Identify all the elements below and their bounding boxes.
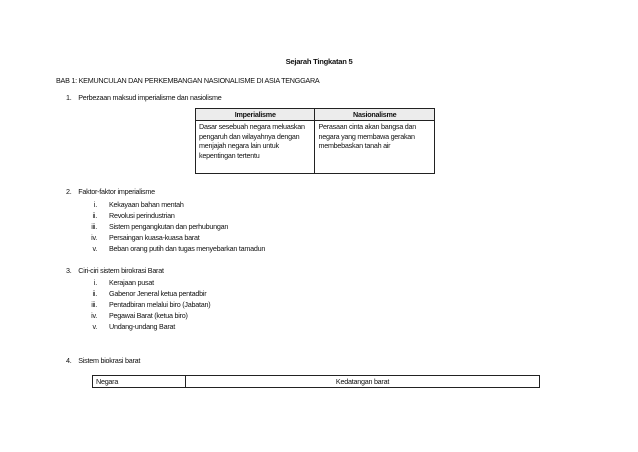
- list-marker: v.: [92, 322, 97, 331]
- section-number: 1.: [66, 93, 72, 102]
- imperialism-nationalism-table: [195, 108, 435, 174]
- list-marker: iv.: [91, 311, 97, 320]
- table-cell: Dasar sesebuah negara meluaskan pengaruh dan wilayahnya dengan menjajah negara lain untuk kepentingan tertentu: [196, 121, 315, 174]
- section-number: 4.: [66, 356, 72, 365]
- section-number: 2.: [66, 187, 72, 196]
- list-marker: ii.: [92, 289, 97, 298]
- section-number: 3.: [66, 266, 72, 275]
- list-marker: i.: [93, 200, 97, 209]
- page-title: Sejarah Tingkatan 5: [285, 57, 353, 66]
- table-header: Negara: [93, 376, 186, 388]
- section-3-heading: [66, 266, 164, 275]
- section-title: Ciri-ciri sistem birokrasi Barat: [78, 266, 164, 275]
- bureaucracy-table: [92, 375, 540, 388]
- section-title: Sistem biokrasi barat: [78, 356, 141, 365]
- section-title: Faktor-faktor imperialisme: [78, 187, 155, 196]
- list-item: Persaingan kuasa-kuasa barat: [109, 233, 200, 242]
- list-marker: v.: [92, 244, 97, 253]
- bureaucracy-features-list: [0, 278, 638, 338]
- list-item: Gabenor Jeneral ketua pentadbir: [109, 289, 207, 298]
- list-item: Pentadbiran melalui biro (Jabatan): [109, 300, 211, 309]
- list-item: Sistem pengangkutan dan perhubungan: [109, 222, 229, 231]
- list-item: Kerajaan pusat: [109, 278, 154, 287]
- list-item: Beban orang putih dan tugas menyebarkan tamadun: [109, 244, 266, 253]
- table-header: Nasionalisme: [315, 109, 435, 121]
- chapter-heading: BAB 1: KEMUNCULAN DAN PERKEMBANGAN NASIONALISME DI ASIA TENGGARA: [56, 76, 320, 85]
- table-header-row: [196, 109, 435, 121]
- table-header: Kedatangan barat: [186, 376, 540, 388]
- section-1-heading: [66, 93, 221, 102]
- imperialism-factors-list: [0, 200, 638, 260]
- list-marker: iv.: [91, 233, 97, 242]
- table-header: Imperialisme: [196, 109, 315, 121]
- list-marker: iii.: [91, 222, 97, 231]
- list-item: Kekayaan bahan mentah: [109, 200, 184, 209]
- table-header-row: [93, 376, 540, 388]
- list-item: Undang-undang Barat: [109, 322, 175, 331]
- list-marker: ii.: [92, 211, 97, 220]
- section-title: Perbezaan maksud imperialisme dan nasiolisme: [78, 93, 222, 102]
- section-2-heading: [66, 187, 155, 196]
- table-row: [196, 121, 435, 174]
- table-cell: Perasaan cinta akan bangsa dan negara yang membawa gerakan membebaskan tanah air: [315, 121, 435, 174]
- section-4-heading: [66, 356, 140, 365]
- list-marker: i.: [93, 278, 97, 287]
- list-item: Pegawai Barat (ketua biro): [109, 311, 188, 320]
- list-marker: iii.: [91, 300, 97, 309]
- list-item: Revolusi perindustrian: [109, 211, 175, 220]
